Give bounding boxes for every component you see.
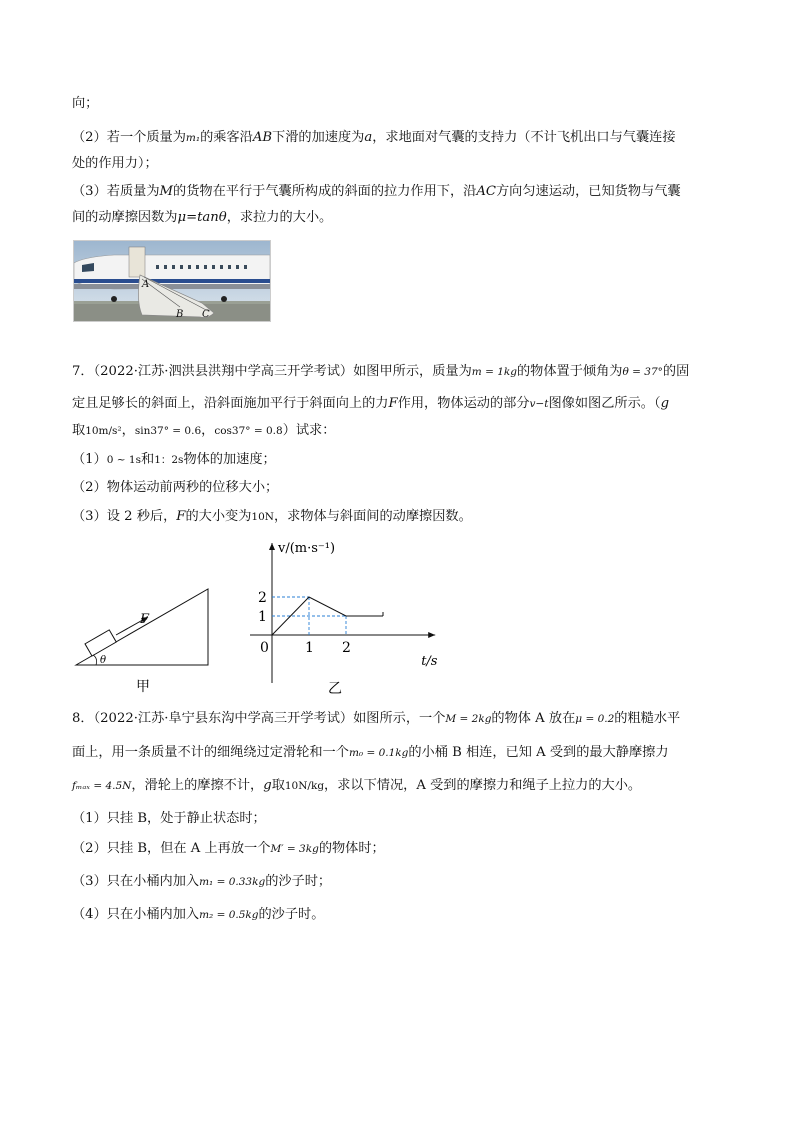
q7-sub1	[72, 451, 276, 469]
vt-graph	[240, 535, 455, 695]
math-m1: m₁ = 0.33kg	[199, 876, 266, 888]
text: 的固	[662, 364, 690, 379]
text: ，求物体与斜面间的动摩擦因数。	[273, 509, 472, 524]
text: 7．（2022·江苏·泗洪县洪翔中学高三开学考试）如图甲所示，质量为	[72, 364, 472, 379]
math-Mprime: M′ = 3kg	[270, 843, 319, 855]
text: （3）若质量为	[72, 184, 160, 199]
math-g: g	[263, 778, 272, 793]
text: ，	[121, 423, 135, 438]
math-theta: θ = 37°	[622, 366, 663, 378]
text: （2）物体运动前两秒的位移大小；	[72, 480, 279, 495]
photo-label-b: B	[176, 309, 184, 320]
text: （2）只挂 B，但在 A 上再放一个	[72, 841, 271, 856]
math-vt: v−t	[529, 398, 549, 410]
math-m1: m₁	[185, 132, 201, 144]
q6-part3-line1	[72, 183, 681, 201]
math-cos: cos37° = 0.8	[214, 425, 283, 437]
y-axis-arrowhead	[269, 543, 275, 550]
q7-sub3	[72, 508, 472, 526]
x-tick-label: 0	[260, 640, 269, 656]
math-mu-tan: μ=tanθ	[177, 210, 227, 225]
text: ，求拉力的大小。	[226, 210, 333, 225]
text: 方向匀速运动，已知货物与气囊	[495, 184, 681, 199]
text: 间的动摩擦因数为	[72, 210, 178, 225]
q8-sub1	[72, 810, 266, 828]
text: 的小桶 B 相连，已知 A 受到的最大静摩擦力	[408, 745, 669, 760]
text: 的沙子时。	[258, 907, 325, 922]
text: （1）	[72, 452, 107, 467]
text: 的乘客沿	[200, 130, 253, 145]
math-ab: AB	[252, 130, 273, 145]
q6-part2-line2	[72, 155, 158, 173]
guide-lines	[272, 597, 346, 635]
math-M: M	[159, 184, 174, 199]
text: 的大小变为	[185, 509, 252, 524]
text: 处的作用力）；	[72, 156, 158, 171]
math-m2: m₂ = 0.5kg	[199, 909, 259, 921]
text: （1）只挂 B，处于静止状态时；	[72, 811, 266, 826]
q7-line1	[72, 363, 689, 381]
y-tick-label: 1	[258, 609, 267, 625]
math-F: F	[388, 396, 398, 411]
text: 的物体 A 放在	[491, 711, 576, 726]
math-g-value: 10m/s²	[85, 425, 122, 437]
block	[85, 630, 116, 656]
text: （4）只在小桶内加入	[72, 907, 200, 922]
figure-jia-caption: 甲	[136, 679, 150, 695]
photo-label-a: A	[142, 279, 150, 290]
q8-sub3	[72, 873, 331, 891]
q8-line2	[72, 744, 669, 762]
q6-line-0	[72, 95, 98, 113]
text: ）试求：	[282, 423, 336, 438]
text: 物体的加速度；	[183, 452, 276, 467]
math-fmax: fₘₐₓ = 4.5N	[72, 780, 132, 792]
math-m: m = 1kg	[471, 366, 517, 378]
math-g: g	[660, 396, 670, 411]
text: 的沙子时；	[265, 874, 332, 889]
text: ，滑轮上的摩擦不计，	[131, 778, 264, 793]
text: 作用，物体运动的部分	[397, 396, 530, 411]
math-mu: μ = 0.2	[575, 713, 615, 725]
y-tick-label: 2	[258, 590, 267, 606]
text: 的粗糙水平	[614, 711, 681, 726]
text: ，求以下情况，A 受到的摩擦力和绳子上拉力的大小。	[324, 778, 642, 793]
text: 下滑的加速度为	[272, 130, 365, 145]
text: （3）只在小桶内加入	[72, 874, 200, 889]
q8-sub2	[72, 840, 385, 858]
text: 和	[141, 452, 155, 467]
text: 取	[271, 778, 285, 793]
math-m0: m₀ = 0.1kg	[348, 747, 409, 759]
text: 的物体置于倾角为	[517, 364, 623, 379]
figure-yi-caption: 乙	[328, 681, 342, 695]
q7-line3	[72, 422, 335, 440]
airplane-slide-photo	[73, 240, 271, 322]
math-sin: sin37° = 0.6	[134, 425, 202, 437]
text: 的货物在平行于气囊所构成的斜面的拉力作用下，沿	[173, 184, 477, 199]
text: ，	[201, 423, 215, 438]
q6-part2-line1	[72, 129, 676, 147]
text: 的物体时；	[318, 841, 385, 856]
text: （2）若一个质量为	[72, 130, 186, 145]
x-tick-label: 2	[342, 640, 351, 656]
math-F: F	[176, 509, 186, 524]
q7-line2	[72, 395, 669, 413]
text: 图像如图乙所示。（	[548, 396, 661, 411]
math-range1: 0 ~ 1s	[106, 454, 141, 466]
text: （3）设 2 秒后，	[72, 509, 177, 524]
x-axis-arrowhead	[428, 632, 435, 638]
math-ac: AC	[476, 184, 496, 199]
q8-line3	[72, 777, 641, 795]
text: 定且足够长的斜面上，沿斜面施加平行于斜面向上的力	[72, 396, 389, 411]
airplane-illustration	[74, 241, 270, 321]
x-axis-label: t/s	[421, 654, 438, 669]
figure-incline	[72, 585, 212, 695]
math-a: a	[364, 130, 373, 145]
q7-sub2	[72, 479, 278, 497]
math-g-value: 10N/kg	[284, 780, 325, 792]
text: 8．（2022·江苏·阜宁县东沟中学高三开学考试）如图所示，一个	[72, 711, 446, 726]
q8-sub4	[72, 906, 324, 924]
math-range2: 1：2s	[154, 454, 184, 466]
math-M: M = 2kg	[445, 713, 492, 725]
y-axis-label: v/(m·s⁻¹)	[278, 541, 336, 556]
q8-line1	[72, 710, 680, 728]
text: 取	[72, 423, 86, 438]
q6-part3-line2	[72, 209, 332, 227]
angle-label: θ	[100, 655, 107, 666]
angle-arc	[93, 655, 97, 665]
text: 面上，用一条质量不计的细绳绕过定滑轮和一个	[72, 745, 349, 760]
force-label: F	[140, 612, 150, 627]
x-tick-label: 1	[305, 640, 314, 656]
photo-label-c: C	[202, 309, 210, 320]
math-10N: 10N	[251, 511, 274, 523]
text: ，求地面对气囊的支持力（不计飞机出口与气囊连接	[372, 130, 676, 145]
text: 向；	[72, 96, 99, 111]
